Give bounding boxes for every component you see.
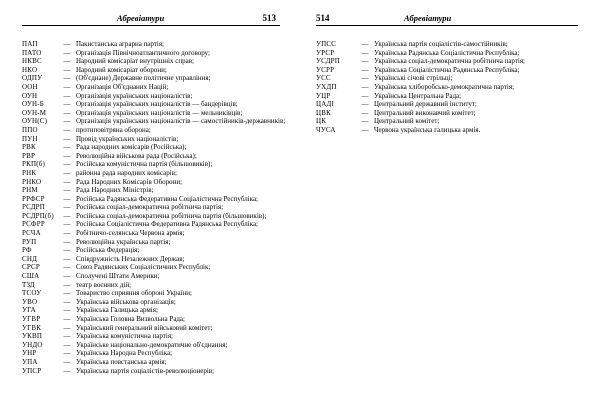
abbreviation-entry [22, 238, 292, 247]
abbreviation-term: ПАТО [22, 48, 42, 57]
abbreviation-definition: Рада Народних Комісарів Оборони; [76, 177, 183, 186]
abbreviation-term: РФ [22, 246, 32, 255]
abbreviation-entry [22, 306, 292, 315]
abbreviation-definition: Центральний виконавчий комітет; [374, 108, 476, 117]
abbreviation-term: ПУН [22, 134, 38, 143]
abbreviation-definition: Російська Соціалістична Федеративна Радянська Республіка; [76, 220, 258, 229]
dash-separator: — [63, 134, 71, 143]
abbreviation-entry [22, 92, 292, 101]
abbreviation-entry [22, 83, 292, 92]
right-page [300, 0, 600, 409]
abbreviation-definition: Рада народних комісарів (Російська); [76, 143, 187, 152]
dash-separator: — [63, 280, 71, 289]
abbreviation-definition: Революційна українська партія; [76, 237, 171, 246]
abbreviation-term: УРСР [316, 48, 335, 57]
dash-separator: — [63, 160, 71, 169]
abbreviation-definition: Рада Народних Міністрів; [76, 186, 154, 195]
abbreviation-definition: Українська соціал-демократична робітнича партія; [374, 57, 525, 66]
dash-separator: — [63, 151, 71, 160]
abbreviation-definition: Союз Радянських Соціалістичних Республік; [76, 263, 211, 272]
abbreviation-definition: Російська комуністична партія (більшовиків); [76, 160, 213, 169]
abbreviation-definition: Провід українських націоналістів; [76, 134, 179, 143]
dash-separator: — [63, 48, 71, 57]
abbreviation-term: НКВС [22, 57, 42, 66]
abbreviation-entry [22, 66, 292, 75]
abbreviation-definition: Організація Об'єднаних Націй; [76, 82, 169, 91]
abbreviation-definition: Російська соціал-демократична робітнича партія (більшовиків); [76, 211, 267, 220]
abbreviation-entry [22, 349, 292, 358]
abbreviation-entry [22, 332, 292, 341]
right-abbreviation-list [316, 40, 596, 135]
abbreviation-entry [22, 255, 292, 264]
dash-separator: — [361, 108, 369, 117]
abbreviation-entry [22, 281, 292, 290]
abbreviation-definition: Українська Народна Республіка; [76, 349, 173, 358]
abbreviation-term: ПАП [22, 40, 38, 48]
abbreviation-term: РНКО [22, 177, 42, 186]
dash-separator: — [63, 357, 71, 366]
abbreviation-definition: Українська Галицька армія; [76, 306, 158, 315]
abbreviation-entry [22, 74, 292, 83]
abbreviation-definition: (Об'єднане) Державне політичне управління; [76, 74, 211, 83]
abbreviation-entry [22, 40, 292, 49]
abbreviation-definition: Сполучені Штати Америки; [76, 272, 160, 281]
left-page-number: 513 [262, 13, 276, 23]
dash-separator: — [63, 143, 71, 152]
abbreviation-entry [22, 367, 292, 376]
dash-separator: — [361, 117, 369, 126]
abbreviation-term: ЦК [316, 117, 327, 126]
abbreviation-definition: Співдружність Незалежних Держав; [76, 254, 185, 263]
dash-separator: — [63, 237, 71, 246]
abbreviation-term: УПА [22, 357, 38, 366]
dash-separator: — [63, 306, 71, 315]
abbreviation-term: ОУН(С) [22, 117, 48, 126]
dash-separator: — [63, 246, 71, 255]
dash-separator: — [63, 91, 71, 100]
dash-separator: — [63, 74, 71, 83]
abbreviation-definition: Українська хліборобсько-демократична партія; [374, 82, 515, 91]
abbreviation-definition: Українська партія соціалістів-самостійників; [374, 40, 508, 48]
abbreviation-definition: Пакистанська аграрна партія; [76, 40, 164, 48]
abbreviation-definition: Український генеральний військовий комітет; [76, 323, 213, 332]
dash-separator: — [63, 117, 71, 126]
abbreviation-term: ОУН-М [22, 108, 47, 117]
abbreviation-term: УНДО [22, 340, 43, 349]
abbreviation-entry [22, 220, 292, 229]
abbreviation-definition: Українська Соціалістична Радянська Республіка; [374, 65, 520, 74]
abbreviation-definition: Організація українських націоналістів — самостійників-державників; [76, 117, 286, 126]
abbreviation-term: УСС [316, 74, 331, 83]
abbreviation-term: РРФСР [22, 194, 45, 203]
abbreviation-term: ППО [22, 125, 38, 134]
dash-separator: — [63, 194, 71, 203]
abbreviation-definition: Російська Радянська Федеративна Соціалістична Республіка; [76, 194, 258, 203]
abbreviation-definition: Російська соціал-демократична робітнича партія; [76, 203, 224, 212]
dash-separator: — [63, 57, 71, 66]
dash-separator: — [63, 186, 71, 195]
abbreviation-entry [22, 298, 292, 307]
abbreviation-entry [22, 263, 292, 272]
abbreviation-definition: Організація українських націоналістів — бандерівців; [76, 100, 238, 109]
abbreviation-entry [22, 358, 292, 367]
dash-separator: — [361, 65, 369, 74]
abbreviation-term: УПСС [316, 40, 337, 48]
right-page-number: 514 [316, 13, 330, 23]
abbreviation-entry [316, 66, 596, 75]
abbreviation-definition: районна рада народних комісарів; [76, 168, 177, 177]
abbreviation-term: НКО [22, 65, 38, 74]
abbreviation-term: СРСР [22, 263, 41, 272]
abbreviation-entry [22, 341, 292, 350]
abbreviation-term: УВО [22, 297, 38, 306]
abbreviation-term: УГВК [22, 323, 42, 332]
abbreviation-term: УСРР [316, 65, 335, 74]
abbreviation-term: ОУН [22, 91, 38, 100]
abbreviation-definition: Організація українських націоналістів — мельниківців; [76, 108, 243, 117]
abbreviation-term: РВР [22, 151, 36, 160]
abbreviation-entry [22, 229, 292, 238]
abbreviation-entry [22, 246, 292, 255]
dash-separator: — [63, 125, 71, 134]
abbreviation-definition: Українська військова організація; [76, 297, 176, 306]
abbreviation-entry [316, 126, 596, 135]
abbreviation-entry [22, 178, 292, 187]
abbreviation-entry [22, 143, 292, 152]
abbreviation-entry [22, 203, 292, 212]
abbreviation-entry [316, 109, 596, 118]
abbreviation-term: РКП(б) [22, 160, 46, 169]
abbreviation-entry [316, 40, 596, 49]
abbreviation-term: ТСОУ [22, 289, 42, 298]
dash-separator: — [63, 65, 71, 74]
abbreviation-definition: Центральний комітет; [374, 117, 440, 126]
abbreviation-definition: театр воєнних дій; [76, 280, 132, 289]
abbreviation-entry [316, 49, 596, 58]
left-abbreviation-list [22, 40, 292, 375]
abbreviation-term: РСДРП(б) [22, 211, 54, 220]
abbreviation-term: РСФРР [22, 220, 45, 229]
abbreviation-entry [22, 160, 292, 169]
abbreviation-term: УКВП [22, 332, 43, 341]
abbreviation-term: УНР [22, 349, 37, 358]
abbreviation-term: УСДРП [316, 57, 340, 66]
abbreviation-entry [22, 135, 292, 144]
dash-separator: — [63, 220, 71, 229]
abbreviation-entry [316, 83, 596, 92]
abbreviation-entry [316, 57, 596, 66]
dash-separator: — [63, 340, 71, 349]
dash-separator: — [361, 57, 369, 66]
abbreviation-entry [22, 117, 292, 126]
abbreviation-entry [22, 169, 292, 178]
abbreviation-definition: Українська Головна Визвольна Рада; [76, 315, 185, 323]
abbreviation-definition: Організація українських націоналістів; [76, 91, 193, 100]
abbreviation-term: ЧУСА [316, 125, 336, 134]
abbreviation-term: ОУН-Б [22, 100, 45, 109]
abbreviation-definition: Українська Центральна Рада; [374, 91, 462, 100]
abbreviation-term: РНК [22, 168, 37, 177]
dash-separator: — [63, 168, 71, 177]
abbreviation-term: ЦАДІ [316, 100, 335, 109]
abbreviation-definition: Українська комуністична партія; [76, 332, 173, 341]
dash-separator: — [63, 366, 71, 375]
abbreviation-definition: Центральний державний інститут; [374, 100, 477, 109]
dash-separator: — [63, 263, 71, 272]
dash-separator: — [63, 100, 71, 109]
abbreviation-definition: Народний комісаріат оборони; [76, 65, 167, 74]
abbreviation-term: ООН [22, 82, 38, 91]
abbreviation-term: РНМ [22, 186, 38, 195]
abbreviation-definition: Українське національно-демократичне об'єднання; [76, 340, 228, 349]
abbreviation-entry [22, 57, 292, 66]
dash-separator: — [63, 297, 71, 306]
abbreviation-entry [22, 195, 292, 204]
dash-separator: — [63, 254, 71, 263]
abbreviation-entry [22, 152, 292, 161]
dash-separator: — [63, 203, 71, 212]
abbreviation-entry [22, 49, 292, 58]
dash-separator: — [361, 100, 369, 109]
abbreviation-term: УПСР [22, 366, 42, 375]
dash-separator: — [361, 125, 369, 134]
left-header-title: Абревіатури [117, 13, 165, 23]
dash-separator: — [63, 177, 71, 186]
abbreviation-definition: Російська Федерація; [76, 246, 140, 255]
abbreviation-definition: Українська Радянська Соціалістична Республіка; [374, 48, 520, 57]
abbreviation-entry [316, 74, 596, 83]
abbreviation-term: РВК [22, 143, 36, 152]
abbreviation-definition: Червона українська галицька армія. [374, 125, 481, 134]
abbreviation-entry [22, 272, 292, 281]
abbreviation-term: ЦВК [316, 108, 331, 117]
abbreviation-entry [316, 100, 596, 109]
abbreviation-term: ОДПУ [22, 74, 43, 83]
abbreviation-definition: Революційна військова рада (Російська); [76, 151, 197, 160]
abbreviation-definition: Товариство сприяння обороні України; [76, 289, 193, 298]
abbreviation-term: РСЧА [22, 229, 41, 238]
abbreviation-term: УГВР [22, 315, 41, 323]
dash-separator: — [63, 332, 71, 341]
abbreviation-term: США [22, 272, 40, 281]
abbreviation-entry [316, 92, 596, 101]
abbreviation-entry [22, 315, 292, 324]
dash-separator: — [63, 108, 71, 117]
abbreviation-entry [22, 289, 292, 298]
abbreviation-term: УХДП [316, 82, 337, 91]
abbreviation-definition: Українські січові стрільці; [374, 74, 453, 83]
abbreviation-entry [316, 117, 596, 126]
abbreviation-entry [22, 324, 292, 333]
dash-separator: — [63, 229, 71, 238]
abbreviation-term: УГА [22, 306, 36, 315]
abbreviation-entry [22, 126, 292, 135]
left-page-header [22, 13, 280, 26]
abbreviation-definition: Організація Північноатлантичного договору; [76, 48, 210, 57]
dash-separator: — [361, 82, 369, 91]
dash-separator: — [361, 74, 369, 83]
dash-separator: — [63, 82, 71, 91]
abbreviation-term: УЦР [316, 91, 331, 100]
dash-separator: — [63, 323, 71, 332]
abbreviation-definition: Робітничо-селянська Червона армія; [76, 229, 185, 238]
abbreviation-term: РСДРП [22, 203, 46, 212]
abbreviation-definition: протиповітряна оборона; [76, 125, 151, 134]
right-page-header [316, 13, 578, 26]
dash-separator: — [63, 315, 71, 323]
dash-separator: — [361, 48, 369, 57]
right-header-title: Абревіатури [404, 13, 452, 23]
dash-separator: — [63, 289, 71, 298]
dash-separator: — [361, 40, 369, 48]
abbreviation-term: ТЗД [22, 280, 35, 289]
abbreviation-definition: Українська партія соціалістів-революціонерів; [76, 366, 215, 375]
dash-separator: — [63, 272, 71, 281]
abbreviation-term: СНД [22, 254, 38, 263]
abbreviation-entry [22, 100, 292, 109]
abbreviation-entry [22, 109, 292, 118]
dash-separator: — [63, 349, 71, 358]
dash-separator: — [361, 91, 369, 100]
abbreviation-entry [22, 212, 292, 221]
dash-separator: — [63, 40, 71, 48]
abbreviation-term: РУП [22, 237, 37, 246]
dash-separator: — [63, 211, 71, 220]
abbreviation-definition: Українська повстанська армія; [76, 357, 167, 366]
abbreviation-entry [22, 186, 292, 195]
abbreviation-definition: Народний комісаріат внутрішніх справ; [76, 57, 194, 66]
